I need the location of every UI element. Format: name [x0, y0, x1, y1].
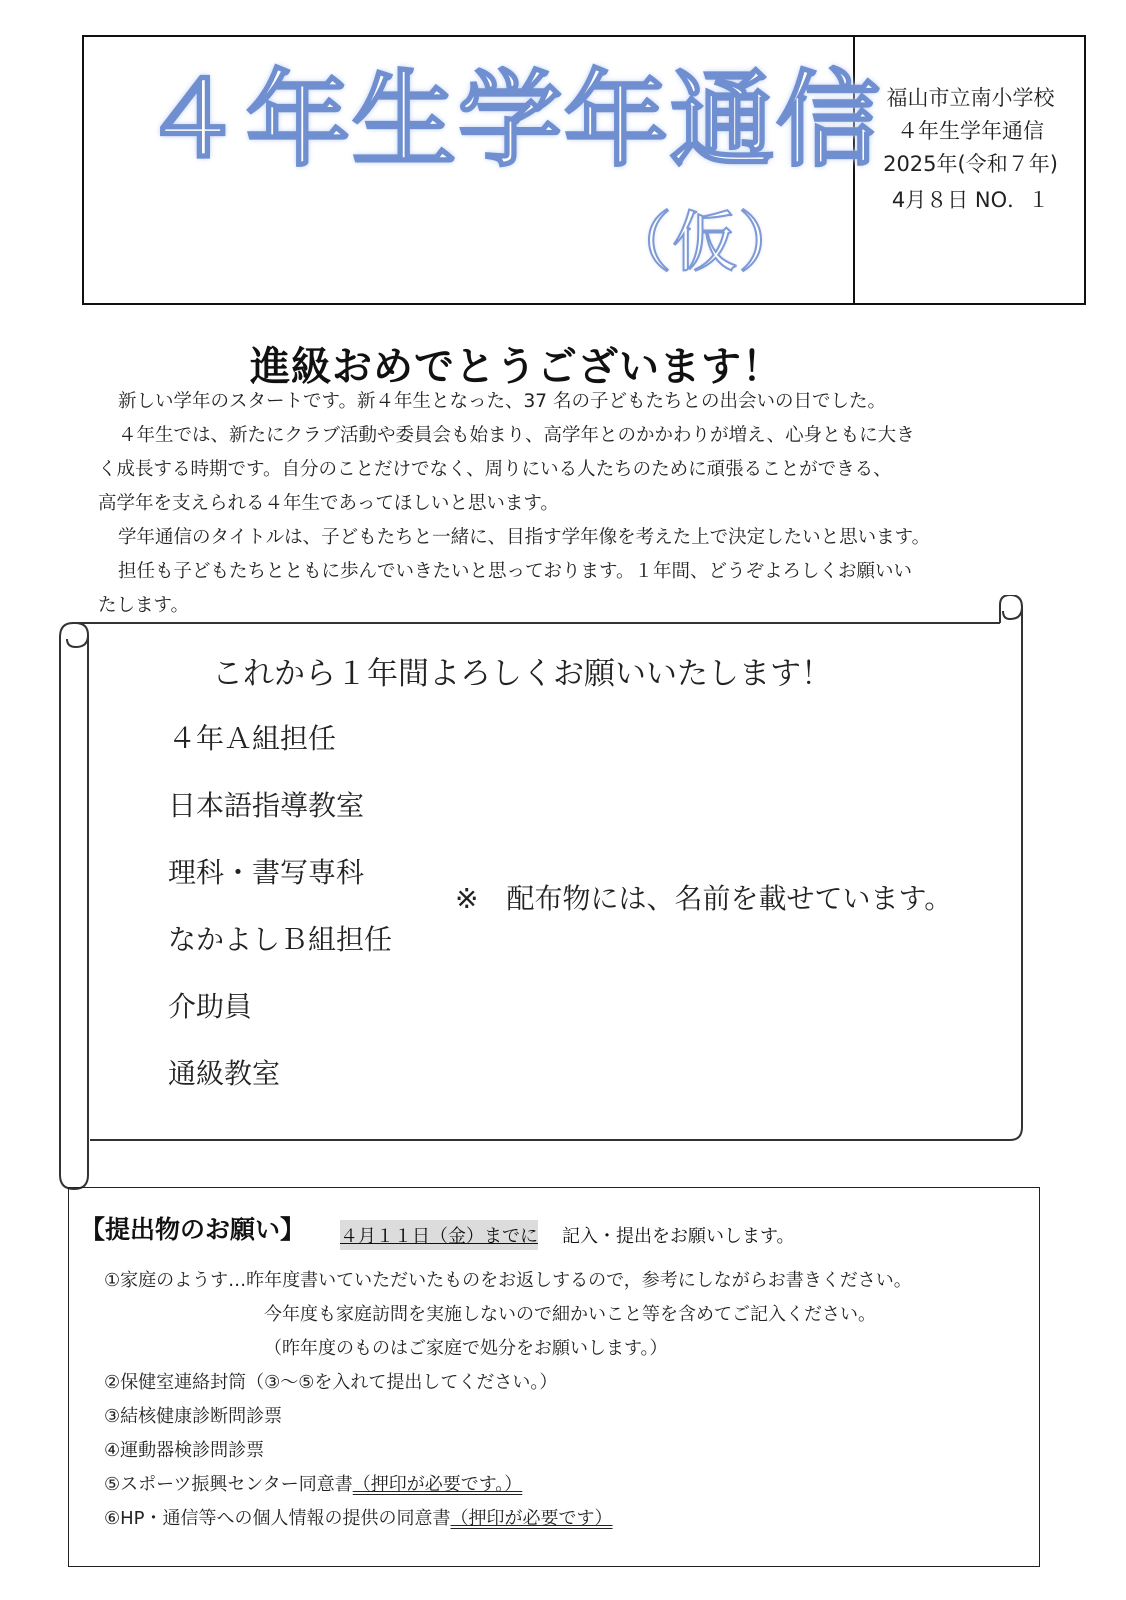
newsletter-title: ４年生学年通信	[140, 59, 883, 181]
scroll-heading: これから１年間よろしくお願いいたします！	[212, 656, 832, 692]
request-item: ④運動器検診問診票	[104, 1440, 265, 1461]
issue-year: 2025年(令和７年)	[883, 152, 1058, 176]
staff-role: なかよしＢ組担任	[168, 923, 393, 956]
request-item: ②保健室連絡封筒（③～⑤を入れて提出してください。）	[104, 1372, 558, 1393]
intro-paragraph-4-line-1: 担任も子どもたちとともに歩んでいきたいと思っております。１年間、どうぞよろしくお願いい	[118, 561, 913, 582]
request-item: ③結核健康診断問診票	[104, 1406, 283, 1427]
intro-paragraph-3: 学年通信のタイトルは、子どもたちと一緒に、目指す学年像を考えた上で決定したいと思います。	[118, 527, 931, 548]
distribution-note: ※ 配布物には、名前を載せています。	[455, 882, 953, 915]
request-item: ⑥HP・通信等への個人情報の提供の同意書（押印が必要です）	[104, 1508, 613, 1529]
staff-role: 日本語指導教室	[168, 789, 365, 822]
intro-paragraph-4-line-2: たします。	[98, 595, 190, 616]
staff-role: ４年Ａ組担任	[168, 722, 337, 755]
issue-date-number: 4月８日 NO．１	[891, 188, 1050, 212]
submission-deadline: ４月１１日（金）までに	[340, 1220, 538, 1250]
seal-required-note: （押印が必要です。）	[352, 1474, 523, 1495]
submission-title: 【提出物のお願い】	[80, 1215, 306, 1244]
congrats-heading: 進級おめでとうございます！	[250, 344, 783, 390]
staff-role: 介助員	[168, 990, 253, 1023]
intro-paragraph-2-line-2: く成長する時期です。自分のことだけでなく、周りにいる人たちのために頑張ることができる、	[98, 459, 892, 480]
seal-required-note: （押印が必要です）	[450, 1508, 613, 1529]
request-item: ⑤スポーツ振興センター同意書（押印が必要です。）	[104, 1474, 523, 1495]
newsletter-title-provisional: （仮）	[606, 204, 804, 281]
intro-paragraph-2-line-1: ４年生では、新たにクラブ活動や委員会も始まり、高学年とのかかわりが増え、心身ともに大き	[118, 425, 915, 446]
intro-paragraph-1: 新しい学年のスタートです。新４年生となった、37 名の子どもたちとの出会いの日でした。	[118, 391, 886, 412]
request-item: 今年度も家庭訪問を実施しないので細かいこと等を含めてご記入ください。	[264, 1304, 876, 1325]
staff-role: 理科・書写専科	[168, 856, 365, 889]
submission-instruction: 記入・提出をお願いします。	[562, 1226, 795, 1247]
school-name: 福山市立南小学校	[886, 86, 1055, 110]
staff-role: 通級教室	[168, 1057, 281, 1090]
newsletter-name: ４年生学年通信	[897, 119, 1044, 143]
request-item: ①家庭のようす…昨年度書いていただいたものをお返しするので，参考にしながらお書きください。	[104, 1270, 912, 1291]
intro-paragraph-2-line-3: 高学年を支えられる４年生であってほしいと思います。	[98, 493, 559, 514]
request-item: （昨年度のものはご家庭で処分をお願いします。）	[264, 1338, 668, 1359]
